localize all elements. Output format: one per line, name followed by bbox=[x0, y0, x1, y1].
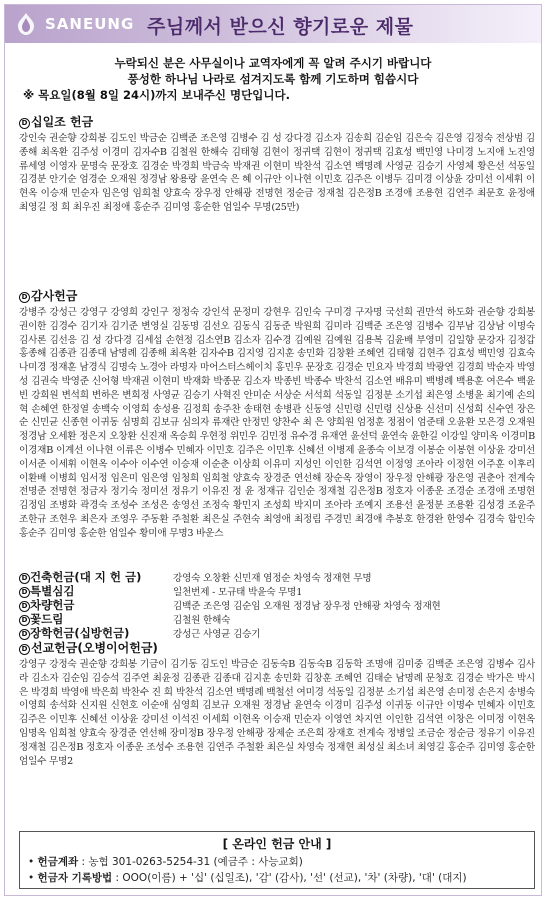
tithe-title: 십일조 헌금 bbox=[31, 115, 94, 129]
circle-d-icon: D bbox=[19, 118, 30, 129]
flower-offering-names: 김철원 한해숙 bbox=[173, 615, 231, 626]
building-fund-names: 강영숙 오창환 신민재 염정순 차영숙 정재현 무명 bbox=[173, 573, 372, 584]
online-offering-box bbox=[19, 831, 535, 889]
circle-d-icon: D bbox=[19, 292, 30, 303]
method-value: : OOO(이름) + '십' (십일조), '감' (감사), '선' (선교), '차' (차량), '대' (대지) bbox=[115, 872, 467, 884]
intro-line-2: 풍성한 하나님 나라로 섬겨지도록 함께 기도하며 힘씁시다 bbox=[127, 72, 419, 86]
deadline-note: ※ 목요일(8월 8일 24시)까지 보내주신 명단입니다. bbox=[23, 88, 290, 102]
online-offering-title: [ 온라인 헌금 안내 ] bbox=[222, 837, 332, 851]
circle-d-icon: D bbox=[19, 615, 30, 626]
circle-d-icon: D bbox=[19, 587, 30, 598]
mission-section bbox=[19, 639, 535, 836]
building-fund-label: D 건축헌금(대 지 헌 금) bbox=[19, 569, 141, 585]
mission-heading bbox=[19, 639, 535, 656]
vehicle-fund-names: 김백준 조은영 김순임 오재원 정경남 장우정 안해광 차영숙 정재현 bbox=[173, 601, 441, 612]
intro-line-1: 누락되신 분은 사무실이나 교역자에게 꼭 알려 주시기 바랍니다 bbox=[114, 56, 432, 70]
header-banner bbox=[5, 5, 541, 43]
vehicle-fund-label: D 차량헌금 bbox=[19, 597, 74, 613]
account-line: • 헌금계좌 : 농협 301-0263-5254-31 (예금주 : 사능교회) bbox=[28, 856, 303, 868]
scholarship-fund-label: D 장학헌금(십방헌금) bbox=[19, 625, 129, 641]
church-logo-icon bbox=[13, 11, 39, 37]
mission-names: 강영구 강정숙 권순향 강희봉 기금이 김기동 김도인 박금순 김동숙B 김동숙B 김동학 조명애 김미중 김백준 조은영 김병수 김사라 김소자 김순임 김승석 김주연 최윤정 김종관 김종대 김지훈 송민화 김창훈 조혜연 김태순 남명례 문청호 김경순 박가은 박시은 박경희 박영애 박은희 박찬수 진 희 박찬석 김소연 백명례 백철선 여미경 석동일 김정분 소기섭 최은영 손미정 손은지 송병숙 이영희 송석화 신지원 신현호 이순애 심영희 김보규 오재원 정경남 윤연숙 이경미 김주성 이귀동 이규안 이명수 민혜자 이민호 김주은 이민후 신혜선 이상윤 강미선 이석진 이세희 이현옥 이승재 민순자 이영연 차지연 이인한 김석연 이창은 이미정 이현옥 임명옥 임희철 양효숙 장경준 연선해 장미정B 장우정 안해광 장제순 조은희 장재호 전계숙 정병일 조금순 정순금 정유기 이유진 정재철 김은정B 정호자 이종운 조성수 조용현 김연주 주철환 최은실 차영숙 정재현 최성실 최소녀 최영길 홍순주 김미영 홍순한 엄일수 무명2 bbox=[19, 659, 535, 767]
flower-offering-label: D 꽃드림 bbox=[19, 611, 63, 627]
account-label: 헌금계좌 bbox=[37, 856, 79, 868]
tithe-heading bbox=[19, 113, 535, 130]
intro-notice bbox=[5, 55, 541, 102]
account-value: : 농협 301-0263-5254-31 (예금주 : 사능교회) bbox=[81, 856, 303, 868]
brand-name: SANEUNG bbox=[45, 15, 135, 33]
thanks-names: 강병주 강성근 강영구 강영희 강인구 정정숙 강인석 문정미 강현우 김인숙 구미경 구자명 국선희 권만석 하도화 권순향 강희봉 권이한 김경수 김기자 김기준 변영실 김동명 김선오 김동식 김동준 박원희 김미라 김백준 조은영 김병수 김부남 김상남 이명숙 김사론 김선응 김 성 강다경 김세섭 손현정 김소연B 김소자 김수경 김예원 김예원 김용복 김윤배 부영미 김일향 문강자 김정갑 홍종해 김종관 김종대 남명례 김종해 최옥환 김자수B 김지영 김지훈 송민화 김창환 조혜연 김태형 김현주 김효성 백민영 김효숙 나미경 정재훈 남경식 김명숙 노경아 라명자 마어스터스헤이치 홍민우 문장호 김경순 민요자 박경희 박광연 김경희 박순자 박영성 김권숙 박영준 신어형 박재권 이현미 박재화 박종문 김소자 박종빈 박종수 박찬석 김소연 배유미 백병례 백용훈 여은수 백윤빈 강희원 변석희 변하은 변희정 사영균 김승기 사혁진 안미순 서상순 서석희 석동일 김정분 소기섭 최은영 소병윤 최기예 손의혁 손혜연 한정열 송백숙 이영희 송성용 김정희 송주찬 송태현 송병관 신동영 신민령 신민령 신상용 신선미 신성희 신수연 장은순 신민균 신종현 이귀동 심명희 김보규 심의자 류재란 안정민 양찬수 최 은 양희원 엄정훈 정점이 엄준태 오윤환 모은경 오재원 정경남 오세환 정은지 오창환 신진재 옥승희 우현정 위민우 김민정 유수경 유재연 윤선덕 윤연숙 윤한길 이강일 양미옥 이경미B 이경재B 이계선 이나현 이류은 이병수 민혜자 이민호 김주은 이민후 신혜선 이병제 윤종숙 이보경 이봉순 이봉현 이상윤 강미선 이서준 이세휘 이현옥 이수아 이수연 이승재 이순춘 이상희 이유미 지성인 이인한 김석연 이정영 조아라 이정현 이주훈 이후리 이환배 이병희 임서정 임은미 임은영 임청희 임희철 양효숙 장경준 연선해 장순옥 장영이 장우정 안해광 장은영 권춘아 전계숙 전명준 전명현 정금자 정기숙 정미선 정유기 이유진 정 윤 정재규 김인순 정재철 김은정B 정호자 이종운 조경순 조경애 조명현 김정임 조병화 곽경숙 조성수 조성은 송영선 조정숙 황민지 조성희 박지미 조아라 조예지 조용선 윤정분 조용환 김성경 조윤주 조한규 조현우 최은자 조영우 주동환 주철환 최은실 주현숙 최영애 최정림 주경민 최경애 추봉호 한경완 한영수 김경숙 함인숙 홍순주 김미영 홍순한 엄일수 황미애 무명3 바운스 bbox=[19, 307, 535, 539]
thanks-title: 감사헌금 bbox=[31, 289, 78, 303]
method-label: 헌금자 기록방법 bbox=[37, 872, 113, 884]
tithe-names: 강인숙 권순향 강희봉 김도인 박금순 김백준 조은영 김병수 김 성 강다경 김소자 김송희 김순임 김은숙 김은영 김정숙 전상범 김종해 최옥환 김주성 이경미 김자수B 김철원 한해숙 김태형 김현이 정귀택 김현이 정귀택 김효성 백민영 나미경 노지애 노진영 류세영 이영자 문명숙 문장호 김경순 박경희 박금숙 박재권 이현미 박찬석 김소연 백명례 사영균 김승기 사영체 황은선 석동일 김경분 안기순 엄경순 오재원 정경남 왕용랑 윤연숙 은 혜 이규안 이나현 이민호 김주은 이병두 김미경 이상윤 강미선 이세휘 이현옥 이승재 민순자 임은영 임희철 양효숙 장우정 안해광 전명현 정순금 정재철 김은정B 조경애 조용현 김연주 최문호 윤정애 최영길 정 희 최우진 최정애 홍순주 김미영 홍순한 엄일수 무명(25만) bbox=[19, 133, 535, 213]
circle-d-icon: D bbox=[19, 601, 30, 612]
special-offering-label: D 특별심김 bbox=[19, 583, 74, 599]
special-offering-names: 일천번제 - 모규태 박윤숙 무명1 bbox=[173, 587, 303, 598]
circle-d-icon: D bbox=[19, 629, 30, 640]
bulletin-page bbox=[4, 4, 542, 896]
thanks-heading bbox=[19, 287, 535, 304]
mission-title: 선교헌금(오병이어헌금) bbox=[31, 641, 158, 655]
circle-d-icon: D bbox=[19, 644, 30, 655]
scholarship-fund-names: 강성근 사영균 김승기 bbox=[173, 629, 261, 640]
page-title: 주님께서 받으신 향기로운 제물 bbox=[147, 16, 414, 38]
method-line: • 헌금자 기록방법 : OOO(이름) + '십' (십일조), '감' (감사), '선' (선교), '차' (차량), '대' (대지) bbox=[28, 872, 467, 884]
circle-d-icon: D bbox=[19, 573, 30, 584]
tithe-section bbox=[19, 113, 535, 282]
